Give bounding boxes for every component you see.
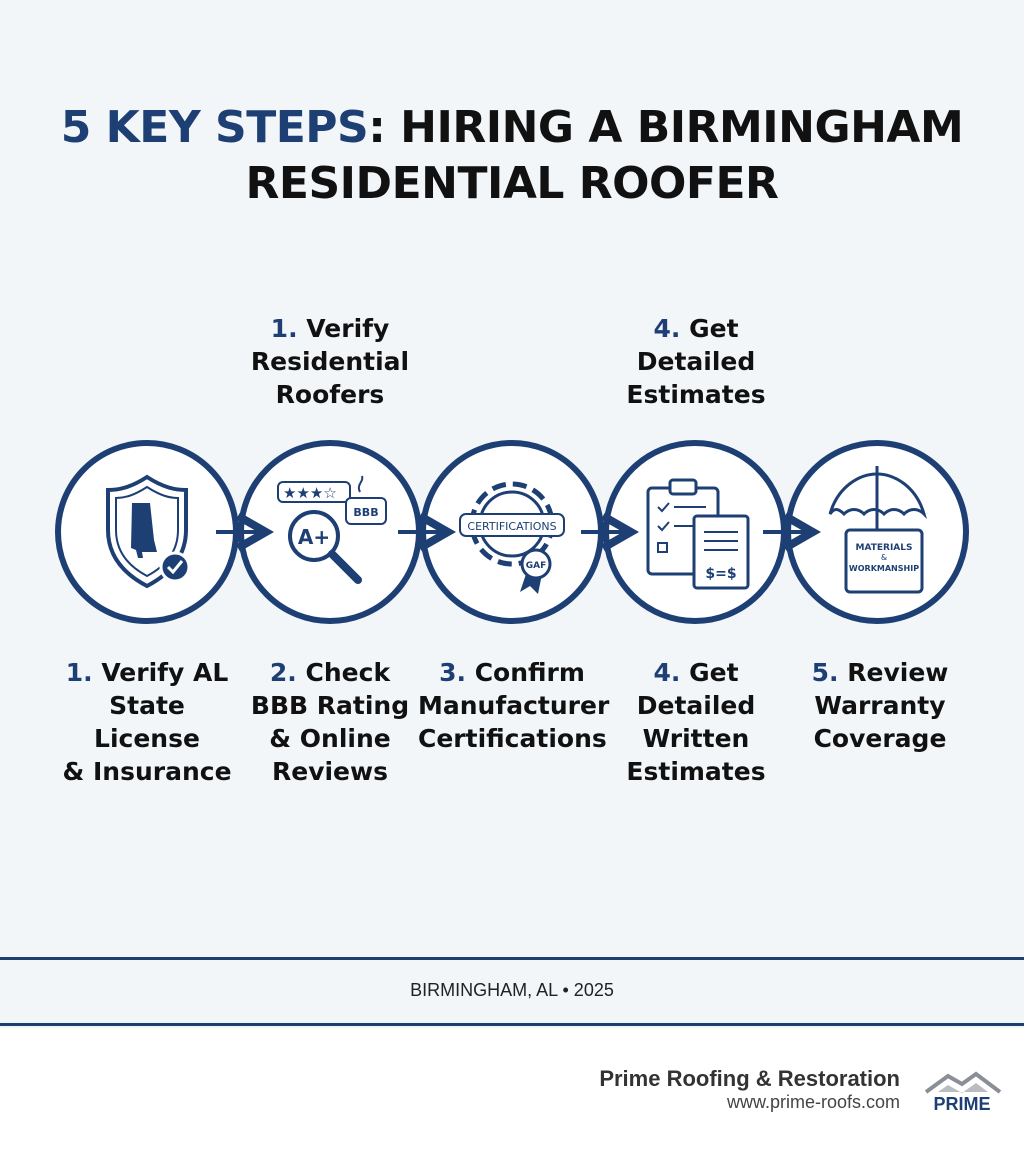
icon-seal-text: GAF (525, 561, 547, 571)
top-label-1-line-1: Verify (306, 314, 390, 343)
step-4-number: 4. (653, 658, 681, 687)
step-2-label (242, 656, 418, 788)
icon-bbb-text: BBB (353, 506, 379, 519)
step-3-line-3: Certifications (418, 724, 607, 753)
title-rest: : HIRING A BIRMINGHAM (368, 102, 964, 153)
icon-scroll-text-2: & (880, 553, 888, 562)
company-website: www.prime-roofs.com (726, 1092, 900, 1112)
step-1-line-1: Verify AL (101, 658, 229, 687)
location-year-text: BIRMINGHAM, AL • 2025 (410, 980, 614, 1000)
step-1-line-3: & Insurance (62, 757, 232, 786)
step-2-line-1: Check (305, 658, 391, 687)
step-1-number: 1. (65, 658, 93, 687)
step-5-line-2: Warranty (814, 691, 946, 720)
step-1-label (52, 656, 242, 788)
icon-scroll-text-3: WORKMANSHIP (848, 564, 920, 573)
icon-price-text: $=$ (705, 566, 737, 582)
step-4-line-4: Estimates (626, 757, 766, 786)
step-3-label (418, 656, 610, 755)
step-3-line-2: Manufacturer (418, 691, 610, 720)
title-accent: 5 KEY STEPS (60, 102, 369, 153)
step-4-line-3: Written (642, 724, 750, 753)
top-label-4-number: 4. (653, 314, 681, 343)
icon-grade-text: A+ (297, 525, 331, 549)
step-2-number: 2. (269, 658, 297, 687)
icon-certifications-text: CERTIFICATIONS (467, 520, 557, 533)
step-2-line-2: BBB Rating (250, 691, 410, 720)
step-4-line-1: Get (689, 658, 739, 687)
footer-top-rule (0, 957, 1024, 960)
icon-scroll-text-1: MATERIALS (855, 543, 913, 553)
step-3-number: 3. (439, 658, 466, 687)
step-3-line-1: Confirm (474, 658, 585, 687)
title-line-2: RESIDENTIAL ROOFER (245, 158, 779, 209)
footer-bottom-rule (0, 1023, 1024, 1026)
step-5-line-1: Review (847, 658, 949, 687)
prime-logo (918, 1068, 1006, 1116)
top-label-4-line-3: Estimates (626, 380, 766, 409)
step-5-number: 5. (811, 658, 839, 687)
svg-text:★★★☆: ★★★☆ (283, 484, 337, 502)
step-4-label (606, 656, 786, 788)
top-label-4-line-2: Detailed (636, 347, 756, 376)
top-label-1-line-2: Residential (250, 347, 410, 376)
step-2-line-3: & Online (269, 724, 391, 753)
step-1-line-2: State License (94, 691, 200, 753)
top-label-4-line-1: Get (689, 314, 739, 343)
top-label-1-number: 1. (270, 314, 298, 343)
step-5-label (790, 656, 970, 755)
logo-text: PRIME (933, 1094, 991, 1114)
company-name: Prime Roofing & Restoration (599, 1066, 900, 1091)
step-2-line-4: Reviews (271, 757, 388, 786)
step-4-line-2: Detailed (636, 691, 756, 720)
top-label-1-line-3: Roofers (275, 380, 385, 409)
step-5-line-3: Coverage (813, 724, 947, 753)
